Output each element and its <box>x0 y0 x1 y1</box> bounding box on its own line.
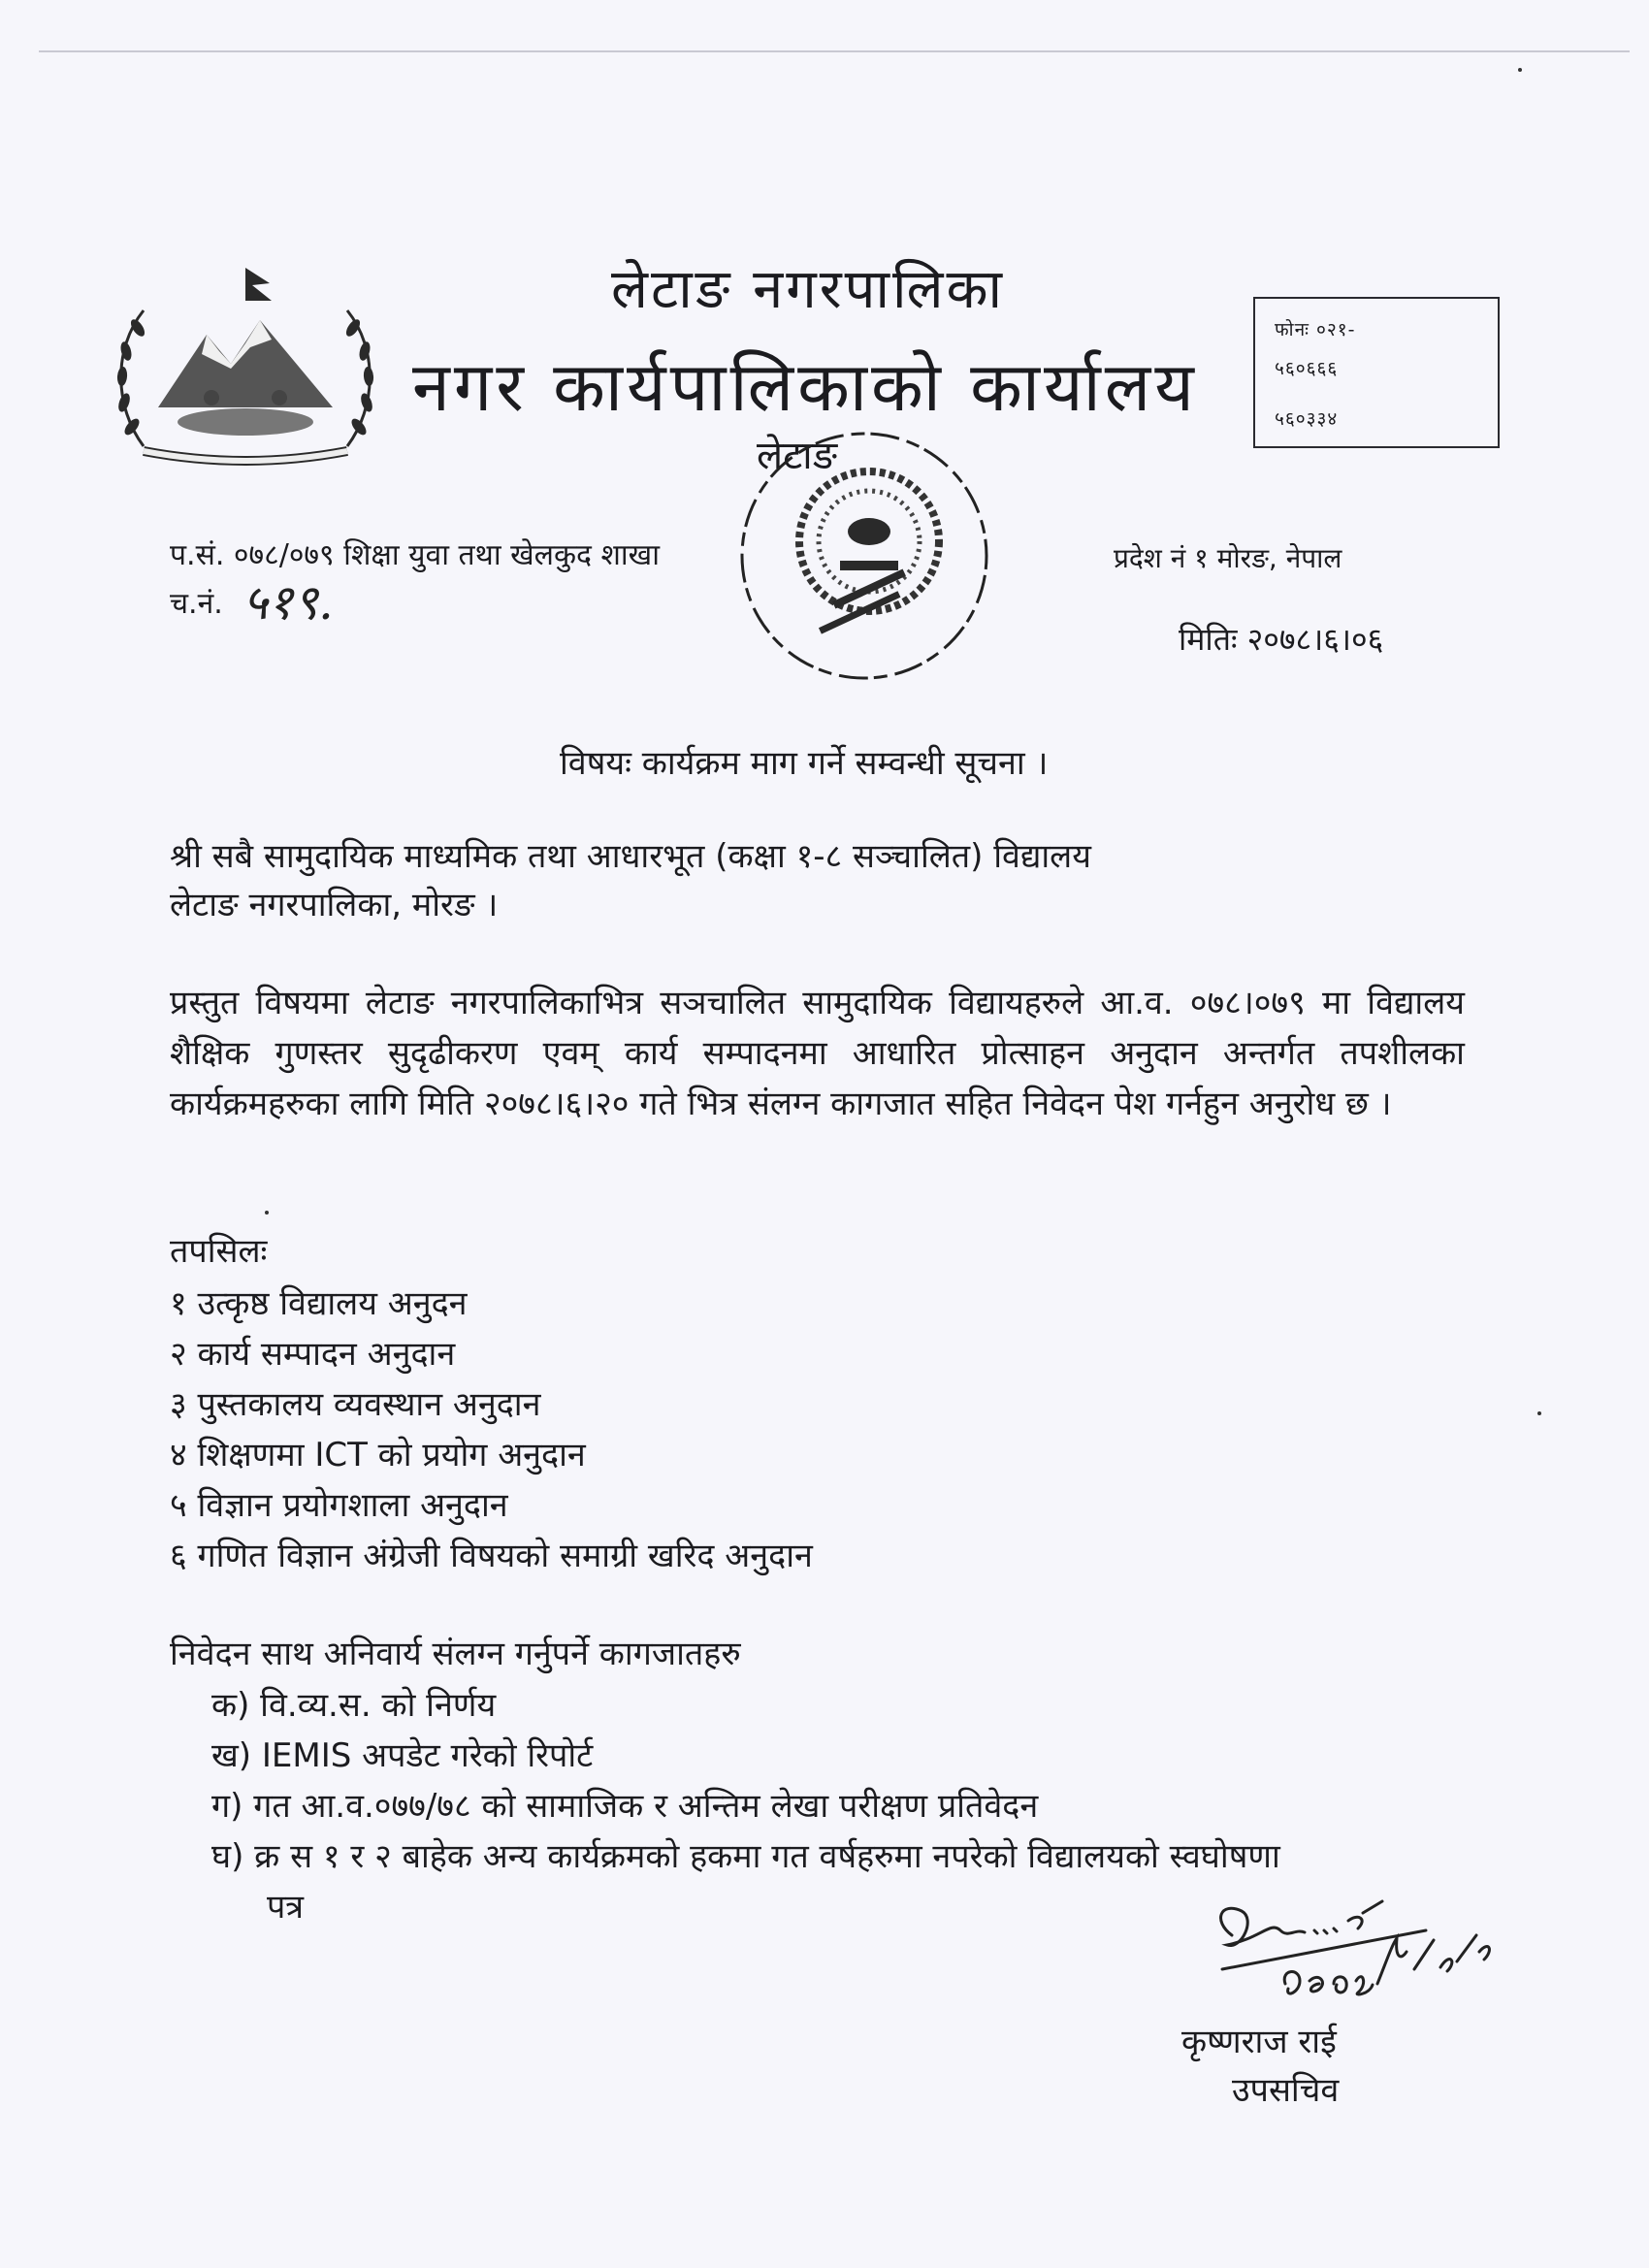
subject-line: विषयः कार्यक्रम माग गर्ने सम्वन्धी सूचना । <box>560 744 1049 783</box>
list-item: ४ शिक्षणमा ICT को प्रयोग अनुदान <box>170 1436 586 1474</box>
office-stamp <box>724 415 995 697</box>
phone-box <box>1253 297 1500 448</box>
documents-heading: निवेदन साथ अनिवार्य संलग्न गर्नुपर्ने कागजातहरु <box>170 1635 741 1673</box>
page-border-line <box>39 50 1630 52</box>
body-paragraph <box>170 978 1465 1129</box>
list-item: २ कार्य सम्पादन अनुदान <box>170 1335 456 1374</box>
addressee-line: लेटाङ नगरपालिका, मोरङ । <box>170 886 499 924</box>
details-heading: तपसिलः <box>170 1232 268 1271</box>
list-item: घ) क्र स १ र २ बाहेक अन्य कार्यक्रमको हकमा गत वर्षहरुमा नपरेको विद्यालयको स्वघोषणा <box>211 1837 1280 1876</box>
office-title: नगर कार्यपालिकाको कार्यालय <box>412 347 1198 427</box>
letter-date: मितिः २०७८।६।०६ <box>1179 621 1384 658</box>
province-address: प्रदेश नं १ मोरङ, नेपाल <box>1114 542 1342 574</box>
dispatch-number-label: च.नं. <box>170 587 223 621</box>
handwritten-signature <box>1203 1892 1504 2023</box>
list-item: क) वि.व्य.स. को निर्णय <box>211 1686 497 1725</box>
program-list <box>170 1279 813 1581</box>
phone-line-2: ५६०६६६ <box>1275 358 1339 379</box>
list-item: १ उत्कृष्ठ विद्यालय अनुदन <box>170 1284 468 1323</box>
list-item: ग) गत आ.व.०७७/७८ को सामाजिक र अन्तिम लेखा परीक्षण प्रतिवेदन <box>211 1787 1039 1826</box>
addressee-line: श्री सबै सामुदायिक माध्यमिक तथा आधारभूत (कक्षा १-८ सञ्चालित) विद्यालय <box>170 837 1091 876</box>
list-item: ५ विज्ञान प्रयोगशाला अनुदान <box>170 1486 508 1525</box>
addressee-block <box>170 832 1091 929</box>
reference-number: प.सं. ०७८/०७९ शिक्षा युवा तथा खेलकुद शाखा <box>170 538 660 572</box>
list-item: ख) IEMIS अपडेट गरेको रिपोर्ट <box>211 1736 594 1775</box>
municipality-name: लेटाङ नगरपालिका <box>611 258 1005 321</box>
body-text: प्रस्तुत विषयमा लेटाङ नगरपालिकाभित्र सञचालित सामुदायिक विद्यायहरुले आ.व. ०७८।०७९ मा विद्यालय शैक्षिक गुणस्तर सुदृढीकरण एवम् कार्य सम्पादनमा आधारित प्रोत्साहन अनुदान अन्तर्गत तपशीलका कार्यक्रमहरुका लागि मिति २०७८।६।२० गते भित्र संलग्न कागजात सहित निवेदन पेश गर्नहुन अनुरोध छ । <box>170 984 1465 1123</box>
scan-speck <box>265 1211 269 1215</box>
list-item: ६ गणित विज्ञान अंग्रेजी विषयको समाग्री खरिद अनुदान <box>170 1537 813 1575</box>
phone-line-3: ५६०३३४ <box>1275 408 1339 430</box>
signer-name: कृष्णराज राई <box>1181 2023 1337 2061</box>
scan-speck <box>1537 1411 1541 1415</box>
list-item: ३ पुस्तकालय व्यवस्थान अनुदान <box>170 1385 541 1424</box>
phone-line-1: फोनः ०२१- <box>1275 319 1356 340</box>
nepal-emblem-logo <box>105 262 386 468</box>
scan-speck <box>1518 68 1522 72</box>
signer-title: उपसचिव <box>1232 2071 1340 2110</box>
list-item-continuation: पत्र <box>267 1888 305 1927</box>
office-location: लेटाङ <box>757 434 838 478</box>
dispatch-number: ५१९. <box>242 574 334 631</box>
